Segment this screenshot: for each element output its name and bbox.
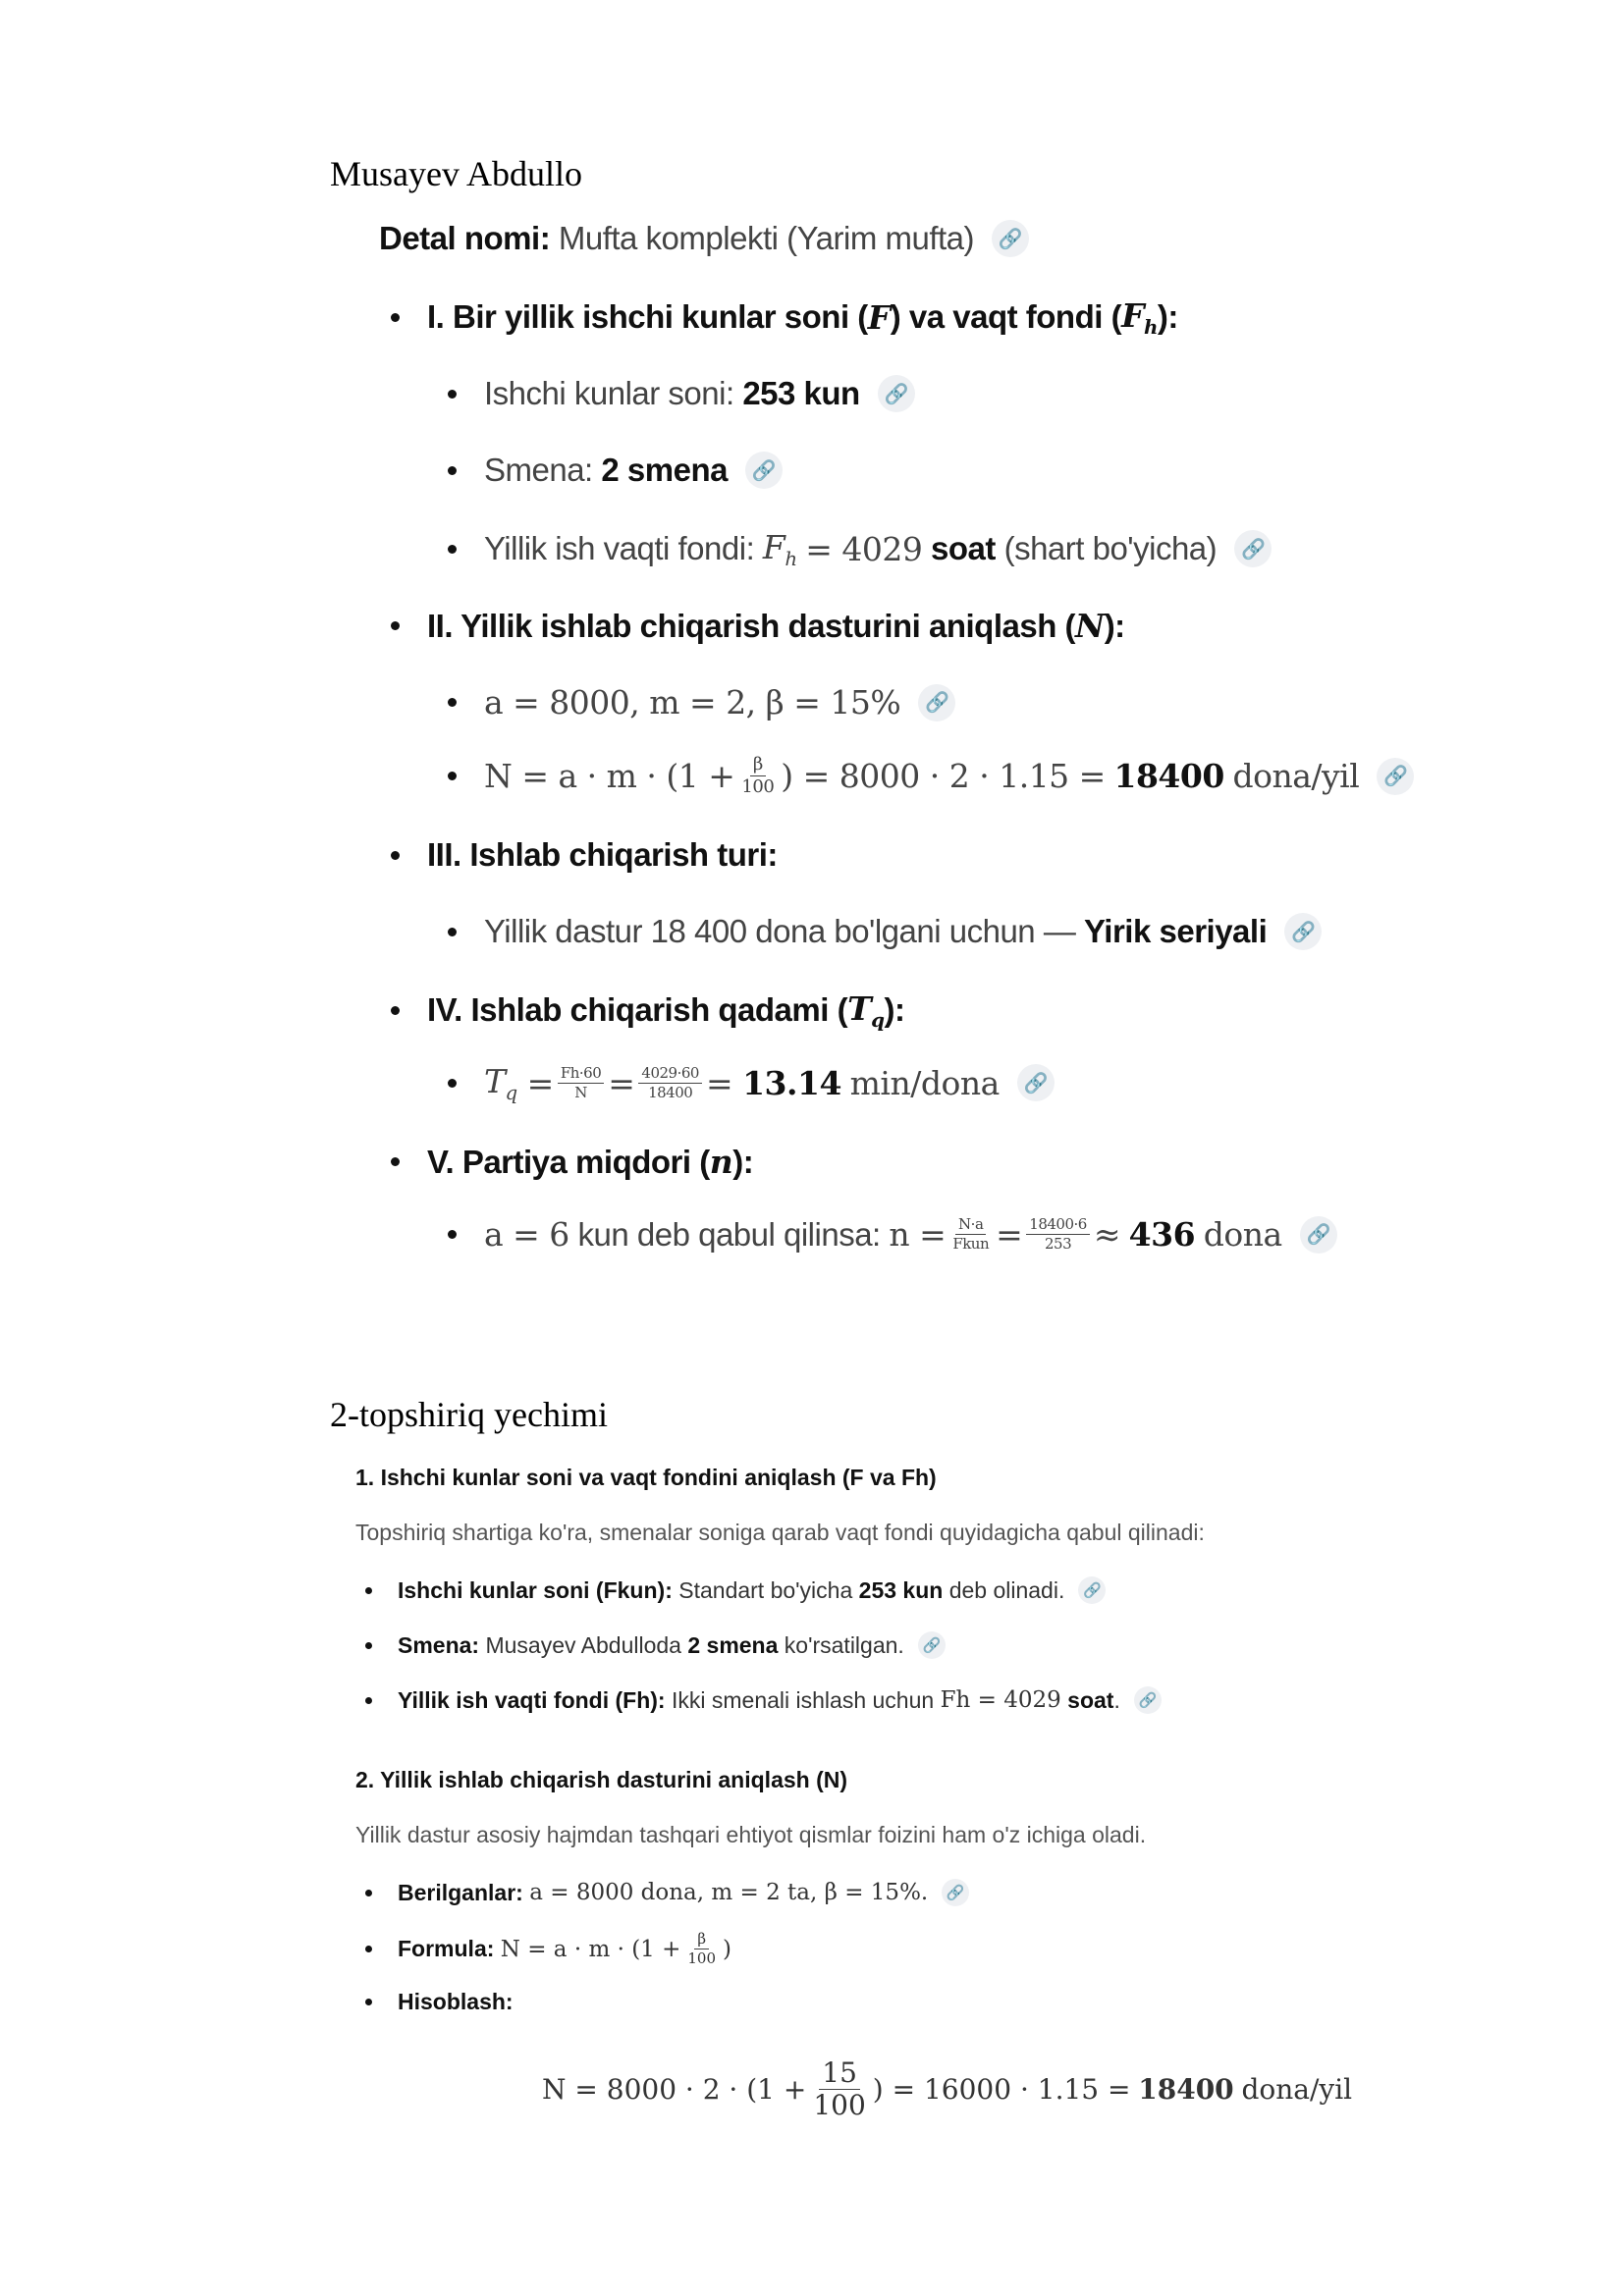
- c2-fraction: $\frac{\beta}{100}$: [687, 1930, 717, 1967]
- s2-bullet-shift: [365, 1631, 946, 1659]
- n-result: 436: [1128, 1215, 1196, 1254]
- c3-label: Hisoblash:: [398, 1989, 514, 2014]
- b1-text1: Standart bo'yicha: [678, 1576, 853, 1603]
- c2-rhs: ): [723, 1936, 732, 1962]
- calc-result: 18400: [1138, 2073, 1234, 2106]
- list-item-shift: [448, 452, 783, 489]
- Tq-fraction-2: $\frac{4029\cdot 60}{18400}$: [638, 1066, 702, 1100]
- bullet: [448, 698, 457, 707]
- link-icon[interactable]: 🔗: [1017, 1064, 1055, 1101]
- n-fraction-1: $\frac{N\cdot a}{\text{Fkun}}$: [952, 1215, 990, 1253]
- section-IV-title: [391, 989, 904, 1032]
- link-icon[interactable]: 🔗: [1234, 530, 1272, 567]
- b2-text2: ko'rsatilgan.: [784, 1631, 904, 1658]
- calc-unit: dona/yil: [1241, 2073, 1353, 2106]
- s2-bullet-given: [365, 1879, 969, 1906]
- fund-formula: = 4029: [805, 529, 923, 568]
- bullet: [391, 621, 400, 630]
- calc-fraction: $\frac{15}{100}$: [813, 2056, 866, 2121]
- link-icon[interactable]: 🔗: [1078, 1576, 1106, 1604]
- link-icon[interactable]: 🔗: [918, 1631, 946, 1659]
- bullet: [448, 772, 457, 780]
- I-title-text: I. Bir yillik ishchi kunlar soni (: [427, 298, 868, 336]
- I-F-symbol: F: [867, 297, 891, 337]
- n-unit: dona: [1203, 1215, 1282, 1254]
- b1-text2: deb olinadi.: [948, 1576, 1065, 1603]
- b3-formula: Fh = 4029: [940, 1687, 1061, 1713]
- bullet: [365, 1946, 372, 1952]
- b3-text1: Ikki smenali ishlash uchun: [671, 1686, 935, 1713]
- I-mid-text: ) va vaqt fondi (: [890, 298, 1122, 336]
- section-II-title: [391, 607, 1125, 645]
- II-title-text: II. Yillik ishlab chiqarish dasturini aniqlash (: [427, 607, 1076, 644]
- calc-display-formula: [542, 2056, 1353, 2121]
- beta-fraction: $\frac{\beta}{100}$: [741, 754, 775, 797]
- Tq-lhs: $T_q$: [484, 1062, 517, 1104]
- V-end-text: ):: [732, 1143, 754, 1180]
- fund-Fh: $F_h$: [762, 528, 797, 570]
- params-formula: a = 8000, m = 2, β = 15%: [484, 683, 901, 721]
- s2-h1-text: 1. Ishchi kunlar soni va vaqt fondini aniqlash (F va Fh): [355, 1465, 937, 1490]
- list-item-days: [448, 375, 915, 412]
- n-approx: ≈: [1093, 1215, 1120, 1254]
- link-icon[interactable]: 🔗: [1300, 1216, 1337, 1254]
- b3-label: Yillik ish vaqti fondi (Fh):: [398, 1686, 666, 1713]
- s2-paragraph-1: Topshiriq shartiga ko'ra, smenalar soniga qarab vaqt fondi quyidagicha qabul qilinadi:: [355, 1520, 1205, 1545]
- c2-label: Formula:: [398, 1936, 495, 1961]
- V-n-symbol: n: [709, 1143, 733, 1181]
- detail-name-row: [379, 220, 1029, 257]
- N-unit: dona/yil: [1232, 757, 1360, 795]
- calc-lhs: N = 8000 · 2 · (1 +: [542, 2073, 807, 2106]
- II-end-text: ):: [1104, 607, 1125, 644]
- I-end-text: ):: [1157, 298, 1178, 336]
- b2-label: Smena:: [398, 1631, 480, 1658]
- list-item-type: [448, 913, 1322, 950]
- bullet: [448, 545, 457, 554]
- II-N-symbol: N: [1075, 607, 1105, 645]
- s2-bullet-calc: [365, 1989, 514, 2015]
- IV-Tq-symbol: $T_q$: [847, 989, 885, 1032]
- author-heading: Musayev Abdullo: [330, 154, 582, 193]
- b1-bold: 253 kun: [858, 1576, 944, 1603]
- list-item-params: [448, 683, 955, 721]
- bullet: [391, 1157, 400, 1166]
- link-icon[interactable]: 🔗: [992, 220, 1029, 257]
- bullet: [391, 1006, 400, 1015]
- bullet: [448, 928, 457, 936]
- bullet: [391, 313, 400, 322]
- shift-label: Smena:: [484, 452, 593, 488]
- calc-rhs: ) = 16000 · 1.15 =: [872, 2073, 1131, 2106]
- fund-label: Yillik ish vaqti fondi:: [484, 530, 755, 567]
- n-fraction-2: $\frac{18400\cdot 6}{253}$: [1026, 1217, 1090, 1252]
- section-V-title: [391, 1143, 753, 1181]
- s2-heading-1: [355, 1465, 937, 1491]
- list-item-fund: [448, 528, 1272, 570]
- s2-h2-text: 2. Yillik ishlab chiqarish dasturini aniqlash (N): [355, 1767, 848, 1792]
- section-I-title: [391, 296, 1178, 339]
- c1-label: Berilganlar:: [398, 1879, 523, 1905]
- bullet: [365, 1697, 372, 1704]
- Tq-result: 13.14: [742, 1063, 841, 1102]
- bullet: [448, 1230, 457, 1239]
- detail-value: Mufta komplekti (Yarim mufta): [558, 220, 975, 256]
- list-item-n-formula: a = 6 kun deb qabul qilinsa: n = $\frac{N\cdot a}{\text{Fkun}}$ = $\frac{18400\cdot 6}{253}$ ≈ 436 dona 🔗: [448, 1215, 1337, 1254]
- IV-end-text: ):: [884, 991, 905, 1029]
- section-III-title: [391, 836, 778, 874]
- fund-unit: soat: [931, 530, 996, 567]
- N-result: 18400: [1113, 757, 1224, 795]
- s2-paragraph-2: Yillik dastur asosiy hajmdan tashqari ehtiyot qismlar foizini ham o'z ichiga oladi.: [355, 1822, 1147, 1847]
- N-formula-rhs: ) = 8000 · 2 · 1.15 =: [781, 757, 1106, 795]
- V-title-text: V. Partiya miqdori (: [427, 1143, 710, 1180]
- bullet: [448, 390, 457, 399]
- list-item-N-formula: [448, 756, 1414, 796]
- s2-heading-2: [355, 1767, 847, 1793]
- bullet: [365, 1642, 372, 1649]
- link-icon[interactable]: 🔗: [878, 375, 915, 412]
- link-icon[interactable]: 🔗: [942, 1879, 969, 1906]
- n-text: kun deb qabul qilinsa:: [577, 1215, 881, 1253]
- link-icon[interactable]: 🔗: [1134, 1686, 1162, 1714]
- task2-heading: 2-topshiriq yechimi: [330, 1395, 608, 1434]
- s2-bullet-formula: [365, 1932, 731, 1966]
- bullet: [365, 1999, 372, 2005]
- bullet: [365, 1587, 372, 1594]
- b2-bold: 2 smena: [687, 1631, 779, 1658]
- days-value: 253 kun: [742, 375, 860, 411]
- list-item-Tq-formula: $T_q$ = $\frac{Fh\cdot 60}{N}$ = $\frac{4029\cdot 60}{18400}$ = 13.14 min/dona 🔗: [448, 1062, 1055, 1104]
- n-prefix: a = 6: [484, 1215, 569, 1254]
- days-label: Ishchi kunlar soni:: [484, 375, 734, 411]
- detail-label: Detal nomi:: [379, 220, 551, 256]
- bullet: [365, 1890, 372, 1896]
- s2-bullet-fund: Yillik ish vaqti fondi (Fh): Ikki smenali ishlash uchun Fh = 4029 soat . 🔗: [365, 1686, 1162, 1714]
- IV-title-text: IV. Ishlab chiqarish qadami (: [427, 991, 848, 1029]
- I-Fh-symbol: $F_h$: [1121, 296, 1158, 339]
- b3-bold: soat: [1067, 1686, 1114, 1713]
- n-eq: n =: [889, 1215, 947, 1254]
- fund-note: (shart bo'yicha): [1003, 530, 1218, 567]
- N-formula-lhs: N = a · m · (1 +: [484, 757, 735, 795]
- link-icon[interactable]: 🔗: [1377, 758, 1414, 795]
- Tq-unit: min/dona: [849, 1063, 1000, 1102]
- bullet: [448, 466, 457, 475]
- bullet: [448, 1079, 457, 1088]
- type-value: Yirik seriyali: [1084, 913, 1268, 949]
- Tq-fraction-1: $\frac{Fh\cdot 60}{N}$: [558, 1066, 604, 1100]
- s2-bullet-days: [365, 1576, 1106, 1604]
- c1-text: a = 8000 dona, m = 2 ta, β = 15%.: [529, 1880, 929, 1905]
- III-title-text: III. Ishlab chiqarish turi:: [427, 836, 778, 873]
- shift-value: 2 smena: [601, 452, 728, 488]
- bullet: [391, 851, 400, 860]
- link-icon[interactable]: 🔗: [918, 684, 955, 721]
- link-icon[interactable]: 🔗: [745, 452, 783, 489]
- link-icon[interactable]: 🔗: [1284, 913, 1322, 950]
- type-text: Yillik dastur 18 400 dona bo'lgani uchun —: [484, 913, 1076, 949]
- b2-text1: Musayev Abdulloda: [485, 1631, 681, 1658]
- b1-label: Ishchi kunlar soni (Fkun):: [398, 1576, 673, 1603]
- c2-lhs: N = a · m · (1 +: [500, 1936, 681, 1962]
